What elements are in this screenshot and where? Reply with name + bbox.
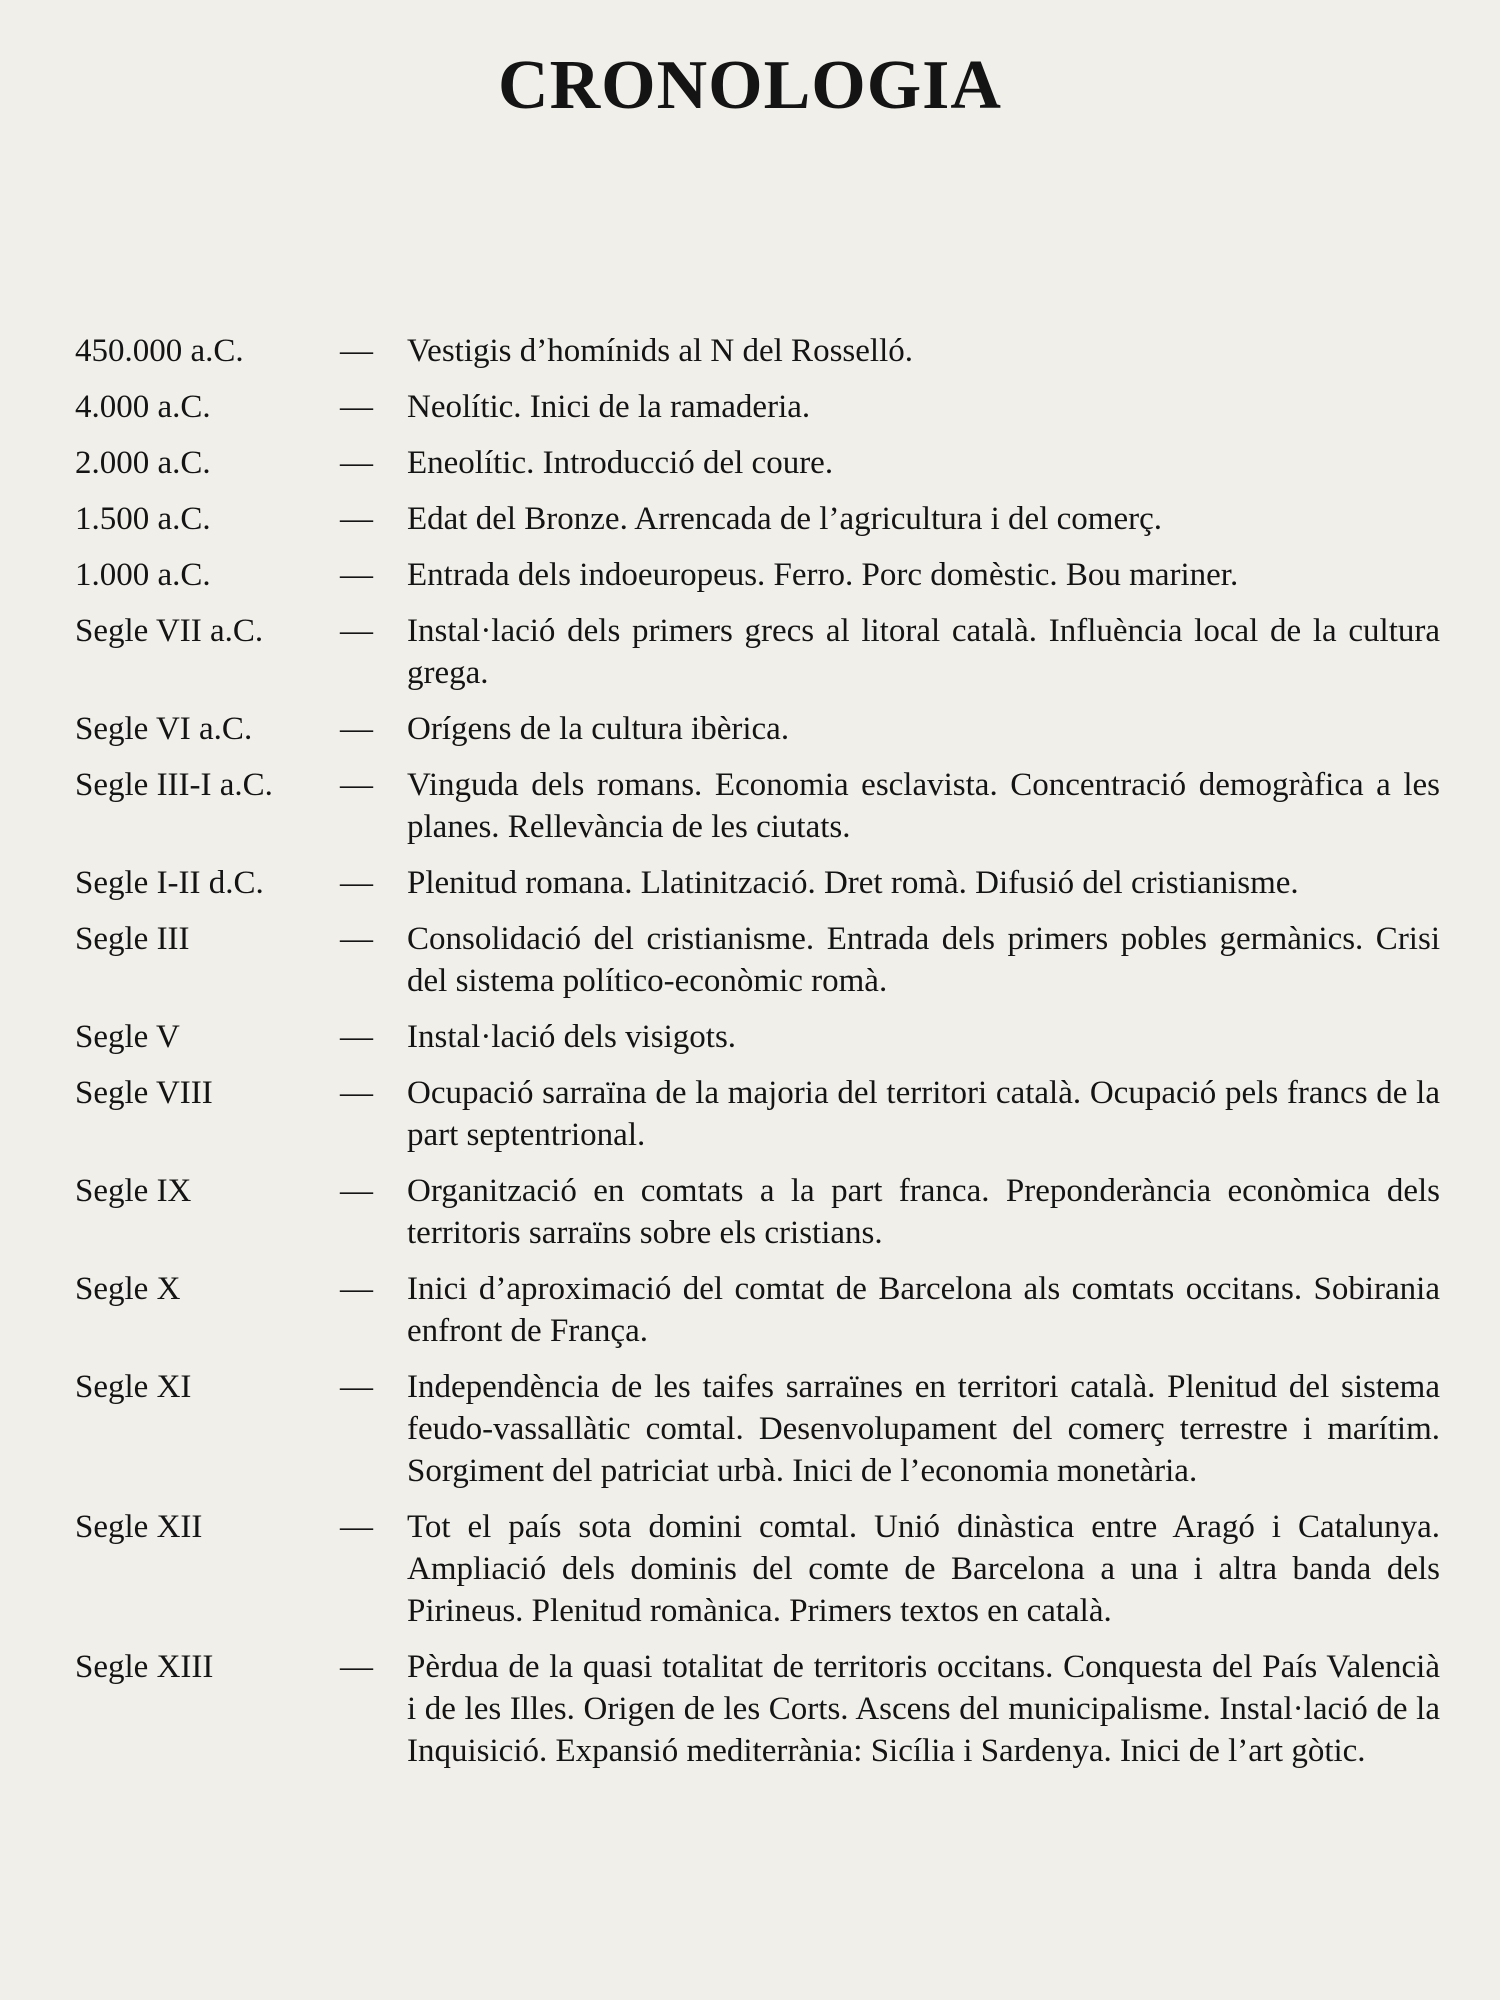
chronology-entry	[75, 330, 1440, 372]
entry-dash: —	[340, 921, 373, 957]
entry-date: Segle V	[75, 1019, 180, 1055]
entry-date: Segle XIII	[75, 1649, 214, 1685]
entry-description: Instal·lació dels primers grecs al litoral català. Influència local de la cultura grega.	[407, 613, 1440, 691]
entry-dash: —	[340, 865, 373, 901]
chronology-entry	[75, 554, 1440, 596]
entry-date: 1.000 a.C.	[75, 557, 211, 593]
entry-date: Segle III-I a.C.	[75, 767, 273, 803]
page-title: CRONOLOGIA	[498, 47, 1002, 124]
entry-dash: —	[340, 1271, 373, 1307]
entry-date: Segle VIII	[75, 1075, 213, 1111]
chronology-entry	[75, 1646, 1440, 1772]
entry-date: Segle XI	[75, 1369, 192, 1405]
chronology-entry	[75, 1016, 1440, 1058]
entry-date: Segle III	[75, 921, 190, 957]
chronology-entry	[75, 610, 1440, 694]
entry-description: Independència de les taifes sarraïnes en territori català. Plenitud del sistema feudo-vassallàtic comtal. Desenvolupament del comerç terrestre i marítim. Sorgiment del patriciat urbà. Inici de l’economia monetària.	[407, 1369, 1440, 1489]
entry-dash: —	[340, 1509, 373, 1545]
entry-date: 450.000 a.C.	[75, 333, 244, 369]
chronology-entry	[75, 386, 1440, 428]
entry-description: Instal·lació dels visigots.	[407, 1019, 737, 1055]
chronology-entry	[75, 498, 1440, 540]
entry-date: 4.000 a.C.	[75, 389, 211, 425]
entry-dash: —	[340, 389, 373, 425]
entry-date: Segle VII a.C.	[75, 613, 264, 649]
entry-description: Pèrdua de la quasi totalitat de territoris occitans. Conquesta del País Valencià i de les Illes. Origen de les Corts. Ascens del municipalisme. Instal·lació de la Inquisició. Expansió mediterrània: Sicília i Sardenya. Inici de l’art gòtic.	[407, 1649, 1440, 1769]
chronology-entry	[75, 1366, 1440, 1492]
entry-dash: —	[340, 1075, 373, 1111]
chronology-entry	[75, 862, 1440, 904]
entry-description: Entrada dels indoeuropeus. Ferro. Porc domèstic. Bou mariner.	[407, 557, 1239, 593]
entry-description: Neolític. Inici de la ramaderia.	[407, 389, 811, 425]
chronology-entry	[75, 1268, 1440, 1352]
entry-description: Ocupació sarraïna de la majoria del territori català. Ocupació pels francs de la part septentrional.	[407, 1075, 1440, 1153]
entry-date: Segle I-II d.C.	[75, 865, 264, 901]
chronology-entry	[75, 918, 1440, 1002]
chronology-entry	[75, 764, 1440, 848]
entry-dash: —	[340, 557, 373, 593]
entry-dash: —	[340, 1019, 373, 1055]
entry-description: Inici d’aproximació del comtat de Barcelona als comtats occitans. Sobirania enfront de França.	[407, 1271, 1440, 1349]
entry-dash: —	[340, 1369, 373, 1405]
entry-description: Orígens de la cultura ibèrica.	[407, 711, 790, 747]
entry-dash: —	[340, 501, 373, 537]
chronology-entry	[75, 1170, 1440, 1254]
entry-description: Organització en comtats a la part franca. Preponderància econòmica dels territoris sarraïns sobre els cristians.	[407, 1173, 1440, 1251]
entry-dash: —	[340, 333, 373, 369]
chronology-entry	[75, 1072, 1440, 1156]
entry-date: Segle IX	[75, 1173, 192, 1209]
entry-description: Eneolític. Introducció del coure.	[407, 445, 834, 481]
entry-description: Vestigis d’homínids al N del Rosselló.	[407, 333, 913, 369]
chronology-entry	[75, 708, 1440, 750]
entry-date: 1.500 a.C.	[75, 501, 211, 537]
entry-dash: —	[340, 613, 373, 649]
entry-description: Tot el país sota domini comtal. Unió dinàstica entre Aragó i Catalunya. Ampliació dels dominis del comte de Barcelona a una i altra banda dels Pirineus. Plenitud romànica. Primers textos en català.	[407, 1509, 1440, 1629]
entry-dash: —	[340, 711, 373, 747]
entry-dash: —	[340, 767, 373, 803]
chronology-entry	[75, 442, 1440, 484]
entry-dash: —	[340, 445, 373, 481]
entry-date: Segle XII	[75, 1509, 203, 1545]
entry-description: Plenitud romana. Llatinització. Dret romà. Difusió del cristianisme.	[407, 865, 1299, 901]
chronology-list	[75, 330, 1440, 1786]
entry-dash: —	[340, 1173, 373, 1209]
entry-date: 2.000 a.C.	[75, 445, 211, 481]
entry-description: Vinguda dels romans. Economia esclavista. Concentració demogràfica a les planes. Rellevància de les ciutats.	[407, 767, 1440, 845]
chronology-entry	[75, 1506, 1440, 1632]
entry-date: Segle X	[75, 1271, 181, 1307]
entry-date: Segle VI a.C.	[75, 711, 253, 747]
entry-dash: —	[340, 1649, 373, 1685]
entry-description: Edat del Bronze. Arrencada de l’agricultura i del comerç.	[407, 501, 1162, 537]
entry-description: Consolidació del cristianisme. Entrada dels primers pobles germànics. Crisi del sistema político-econòmic romà.	[407, 921, 1440, 999]
